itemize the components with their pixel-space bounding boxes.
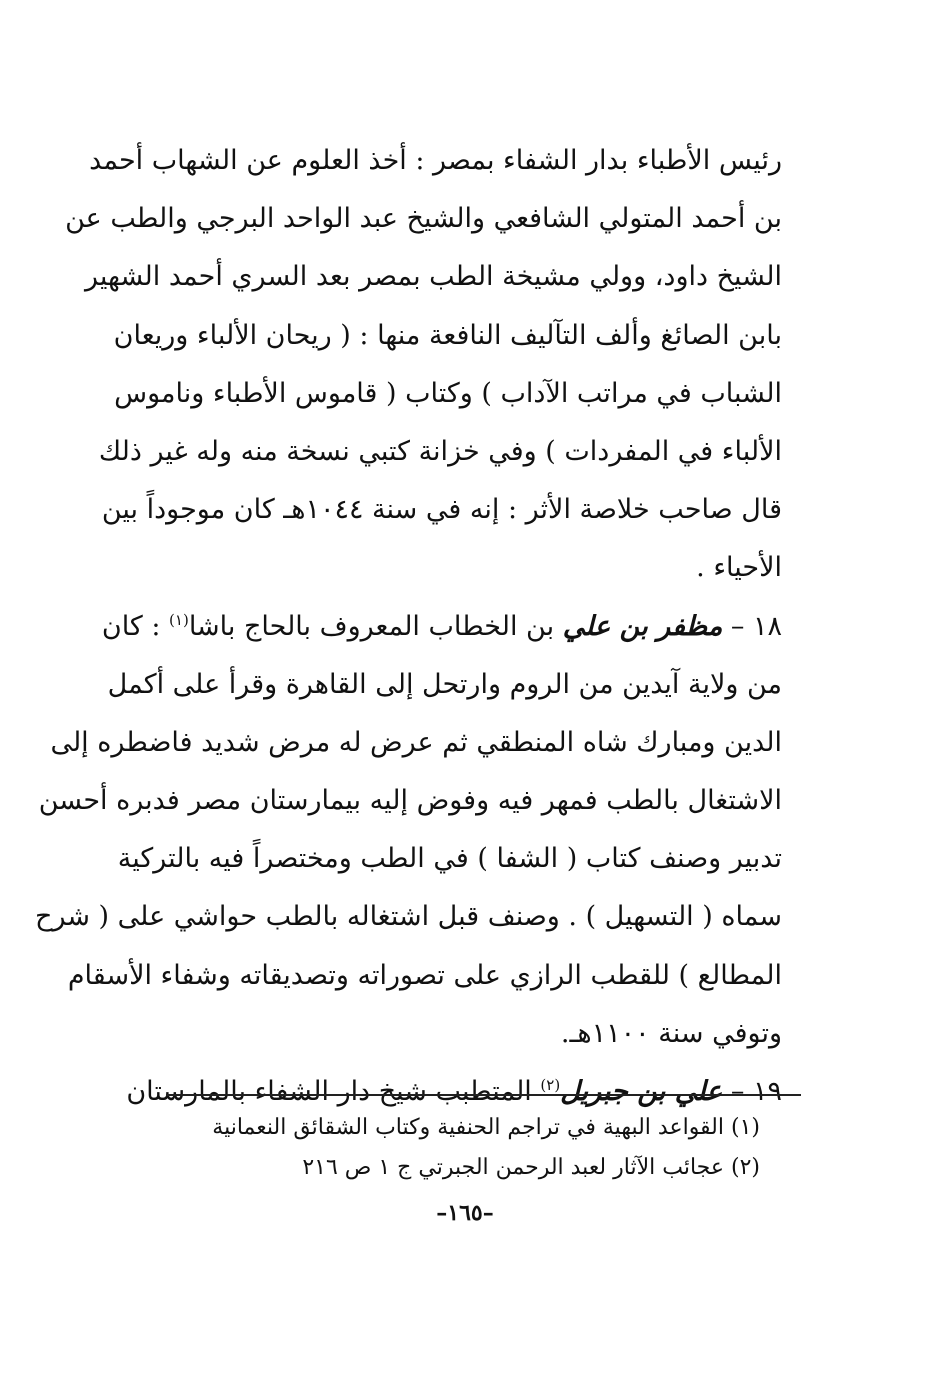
footnote-2: (٢) عجائب الآثار لعبد الرحمن الجبرتي ج ١ ص ٢١٦ <box>302 1155 760 1180</box>
entry-19-number: ١٩ – <box>730 1076 782 1107</box>
text-line: الدين ومبارك شاه المنطقي ثم عرض له مرض شديد فاضطره إلى <box>50 726 782 758</box>
footnote-1: (١) القواعد البهية في تراجم الحنفية وكتاب الشقائق النعمانية <box>212 1115 760 1140</box>
text-line: تدبير وصنف كتاب ( الشفا ) في الطب ومختصراً فيه بالتركية <box>117 843 782 875</box>
footnotes <box>200 1108 760 1188</box>
entry-19-heading-rest: المتطبب شيخ دار الشفاء بالمارستان <box>126 1076 532 1107</box>
page-number: –١٦٥– <box>436 1200 494 1226</box>
text-line: الشيخ داود، وولي مشيخة الطب بمصر بعد السري أحمد الشهير <box>84 261 782 293</box>
entry-18-number: ١٨ – <box>730 610 782 642</box>
entry-18-heading-end: : كان <box>101 610 161 642</box>
text-line: قال صاحب خلاصة الأثر : إنه في سنة ١٠٤٤هـ كان موجوداً بين <box>101 494 782 526</box>
text-line: الاشتغال بالطب فمهر فيه وفوض إليه بيمارستان مصر فدبره أحسن <box>38 785 782 817</box>
main-text <box>35 132 782 1121</box>
footnote-ref-2: (٢) <box>540 1076 561 1094</box>
text-line: رئيس الأطباء بدار الشفاء بمصر : أخذ العلوم عن الشهاب أحمد <box>89 145 782 176</box>
footnote-divider <box>166 1094 801 1096</box>
text-line: وتوفي سنة ١١٠٠هـ. <box>560 1017 782 1049</box>
text-line: من ولاية آيدين من الروم وارتحل إلى القاهرة وقرأ على أكمل <box>107 668 782 700</box>
text-line: بابن الصائغ وألف التآليف النافعة منها : ( ريحان الألباء وريعان <box>113 319 782 351</box>
entry-18-heading-rest: بن الخطاب المعروف بالحاج باشا <box>188 610 555 642</box>
text-line: الألباء في المفردات ) وفي خزانة كتبي نسخة منه وله غير ذلك <box>98 435 782 467</box>
text-line: سماه ( التسهيل ) . وصنف قبل اشتغاله بالطب حواشي على ( شرح <box>35 901 782 933</box>
entry-18-name: مظفر بن علي <box>562 610 723 642</box>
text-line: الشباب في مراتب الآداب ) وكتاب ( قاموس الأطباء وناموس <box>114 377 782 409</box>
entry-19-name: علي بن جبريل <box>560 1076 723 1107</box>
text-line: المطالع ) للقطب الرازي على تصوراته وتصديقاته وشفاء الأسقام <box>67 959 782 991</box>
text-line: الأحياء . <box>696 552 782 584</box>
entry-18-heading-line <box>101 598 782 656</box>
footnote-ref-1: (١) <box>169 610 189 629</box>
text-line: بن أحمد المتولي الشافعي والشيخ عبد الواحد البرجي والطب عن <box>65 203 782 235</box>
